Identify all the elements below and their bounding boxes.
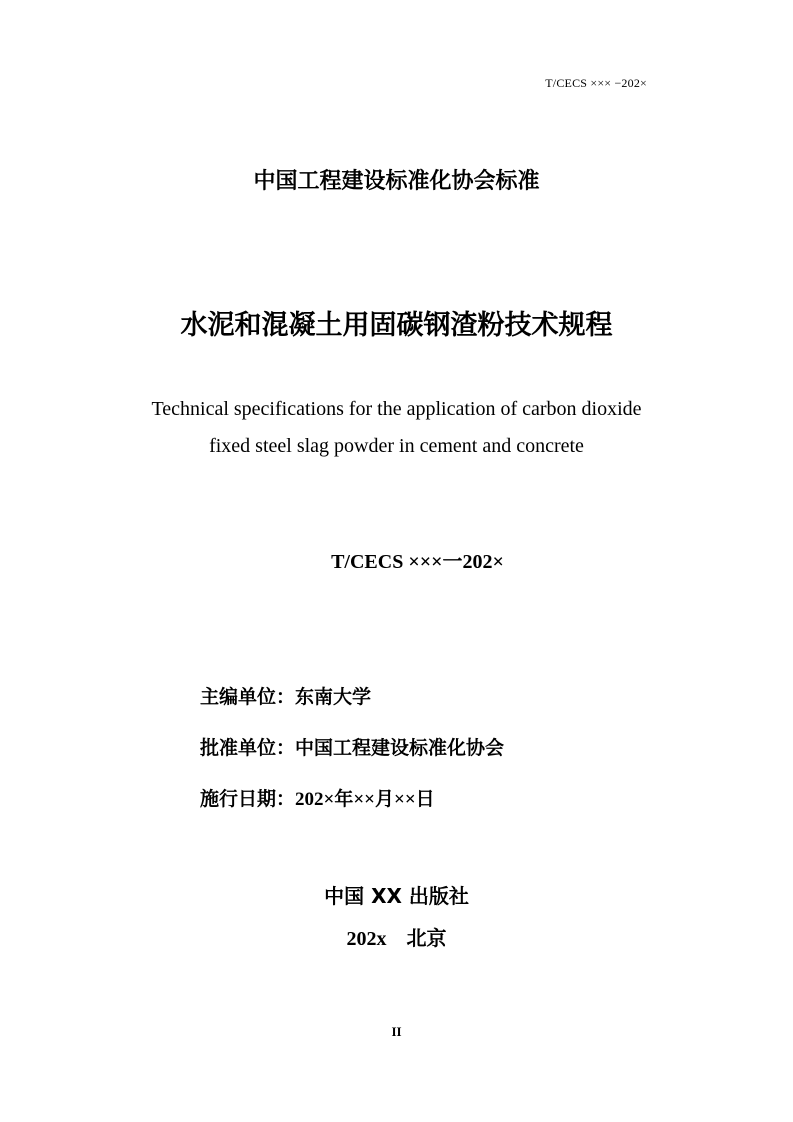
approver-value: 中国工程建设标准化协会 [295,737,505,759]
effective-date-label: 施行日期： [200,788,296,810]
publisher-name: 中国 XX 出版社 [324,884,469,908]
page-number: II [391,1024,402,1039]
effective-date-value: 202×年××月××日 [295,789,435,810]
chief-editor-row [200,682,371,709]
publication-year-place: 202x 北京 [346,928,447,950]
english-title-line-1: Technical specifications for the application of carbon dioxide [151,398,642,420]
header-standard-code: T/CECS ××× −202× [545,76,647,90]
english-title [0,391,793,465]
organization-title: 中国工程建设标准化协会标准 [253,169,540,194]
chief-editor-label: 主编单位： [200,686,296,708]
document-title: 水泥和混凝土用固碳钢渣粉技术规程 [180,310,613,341]
approver-label: 批准单位： [200,737,296,759]
english-title-line-2: fixed steel slag powder in cement and concrete [209,435,584,457]
approver-row [200,733,504,760]
chief-editor-value: 东南大学 [295,686,372,708]
effective-date-row [200,784,435,811]
standard-code: T/CECS ×××一202× [331,551,504,573]
